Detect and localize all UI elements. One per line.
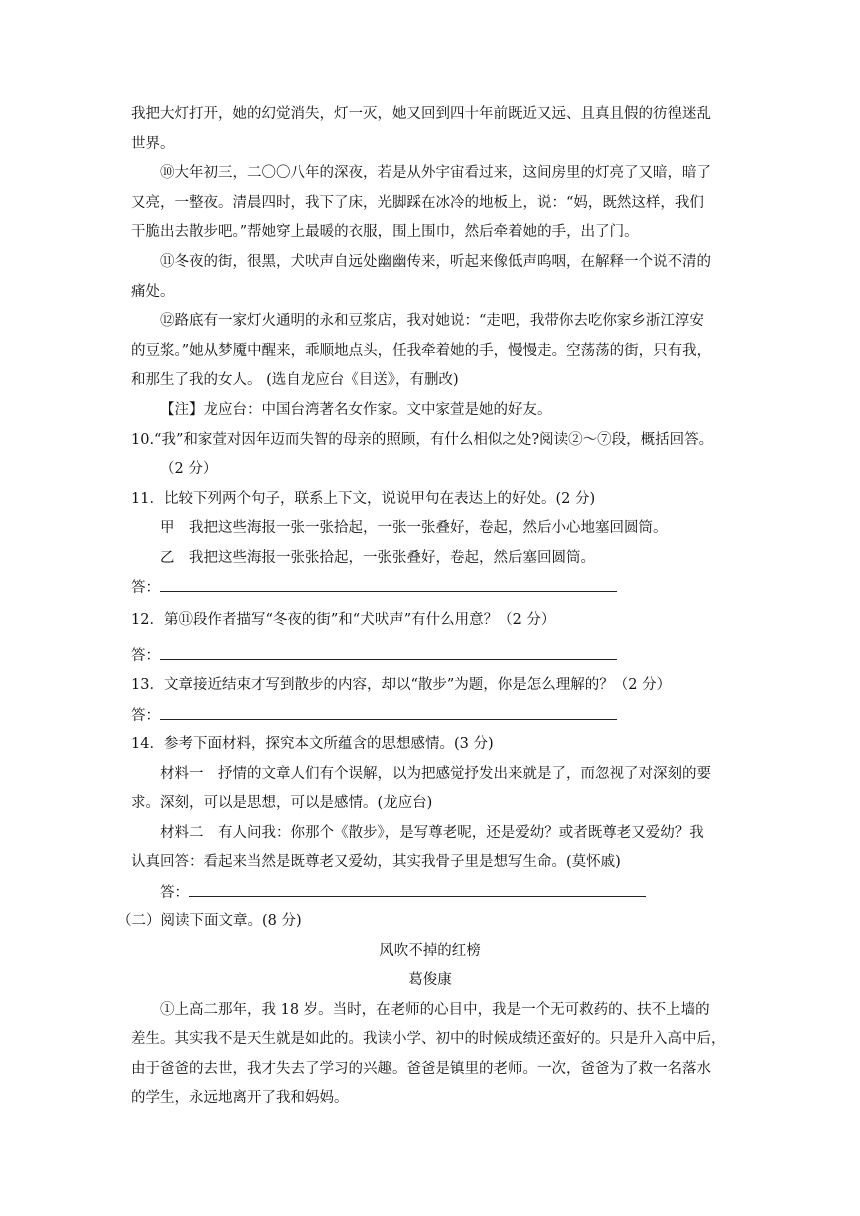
answer-line-14: [160, 882, 646, 903]
paragraph-1-line: ①上高二那年，我 18 岁。当时，在老师的心目中，我是一个无可救药的、扶不上墙的: [160, 1002, 710, 1018]
paragraph-line: 痛处。: [131, 284, 175, 300]
answer-line-13: [131, 705, 617, 726]
answer-label: 答：: [131, 708, 160, 724]
paragraph-11-line: ⑪冬夜的街，很黑，犬吠声自远处幽幽传来，听起来像低声呜咽，在解释一个说不清的: [160, 254, 711, 270]
answer-blank[interactable]: [160, 645, 617, 660]
question-11: 11．比较下列两个句子，联系上下文，说说甲句在表达上的好处。(2 分): [131, 491, 596, 507]
material-1-line: 求。深刻，可以是思想，可以是感情。(龙应台): [131, 795, 433, 811]
material-2-line: 材料二 有人问我：你那个《散步》，是写尊老呢，还是爱幼？或者既尊老又爱幼？我: [160, 825, 704, 841]
note-line: 【注】龙应台：中国台湾著名女作家。文中家萱是她的好友。: [160, 402, 552, 418]
paragraph-line: 干脆出去散步吧。”帮她穿上最暖的衣服，围上围巾，然后牵着她的手，出了门。: [131, 224, 639, 240]
paragraph-line: 又亮，一整夜。清晨四时，我下了床，光脚踩在冰冷的地板上，说：“妈，既然这样，我们: [131, 195, 704, 211]
question-10-score: （2 分）: [160, 461, 218, 477]
article-author: 葛俊康: [408, 972, 452, 988]
source-citation: 和那生了我的女人。 (选自龙应台《目送》，有删改): [131, 372, 459, 388]
question-12: 12．第⑪段作者描写“冬夜的街”和“犬吠声”有什么用意？（2 分）: [131, 612, 556, 628]
answer-line-11: [131, 577, 617, 598]
paragraph-10-line: ⑩大年初三，二〇〇八年的深夜，若是从外宇宙看过来，这间房里的灯亮了又暗，暗了: [160, 165, 711, 181]
answer-label: 答：: [160, 885, 189, 901]
paragraph-line: 的豆浆。”她从梦魇中醒来，乖顺地点头，任我牵着她的手，慢慢走。空荡荡的街，只有我，: [131, 343, 712, 359]
question-14: 14．参考下面材料，探究本文所蕴含的思想感情。(3 分): [131, 736, 494, 752]
paragraph-line: 我把大灯打开，她的幻觉消失，灯一灭，她又回到四十年前既近又远、且真且假的彷徨迷乱: [131, 106, 711, 122]
article-title: 风吹不掉的红榜: [379, 943, 481, 959]
material-1-line: 材料一 抒情的文章人们有个误解，以为把感觉抒发出来就是了，而忽视了对深刻的要: [160, 766, 711, 782]
answer-label: 答：: [131, 648, 160, 664]
paragraph-line: 由于爸爸的去世，我才失去了学习的兴趣。爸爸是镇里的老师。一次，爸爸为了救一名落水: [131, 1061, 711, 1077]
paragraph-line: 差生。其实我不是天生就是如此的。我读小学、初中的时候成绩还蛮好的。只是升入高中后，: [131, 1031, 726, 1047]
material-2-line: 认真回答：看起来当然是既尊老又爱幼，其实我骨子里是想写生命。(莫怀戚): [131, 854, 621, 870]
question-10: 10.“我”和家萱对因年迈而失智的母亲的照顾，有什么相似之处?阅读②～⑦段，概括回答。: [131, 432, 714, 448]
question-13: 13．文章接近结束才写到散步的内容，却以“散步”为题，你是怎么理解的？（2 分）: [131, 677, 672, 693]
paragraph-12-line: ⑫路底有一家灯火通明的永和豆浆店，我对她说：“走吧，我带你去吃你家乡浙江淳安: [160, 313, 704, 329]
sentence-a: 甲 我把这些海报一张一张拾起，一张一张叠好，卷起，然后小心地塞回圆筒。: [160, 520, 668, 536]
answer-line-12: [131, 645, 617, 666]
paragraph-line: 的学生，永远地离开了我和妈妈。: [131, 1090, 349, 1106]
answer-blank[interactable]: [189, 882, 646, 897]
answer-blank[interactable]: [160, 705, 617, 720]
paragraph-line: 世界。: [131, 136, 175, 152]
section-heading: （二）阅读下面文章。(8 分): [117, 913, 302, 929]
answer-label: 答：: [131, 580, 160, 596]
answer-blank[interactable]: [160, 577, 617, 592]
sentence-b: 乙 我把这些海报一张张拾起，一张张叠好，卷起，然后塞回圆筒。: [160, 550, 595, 566]
